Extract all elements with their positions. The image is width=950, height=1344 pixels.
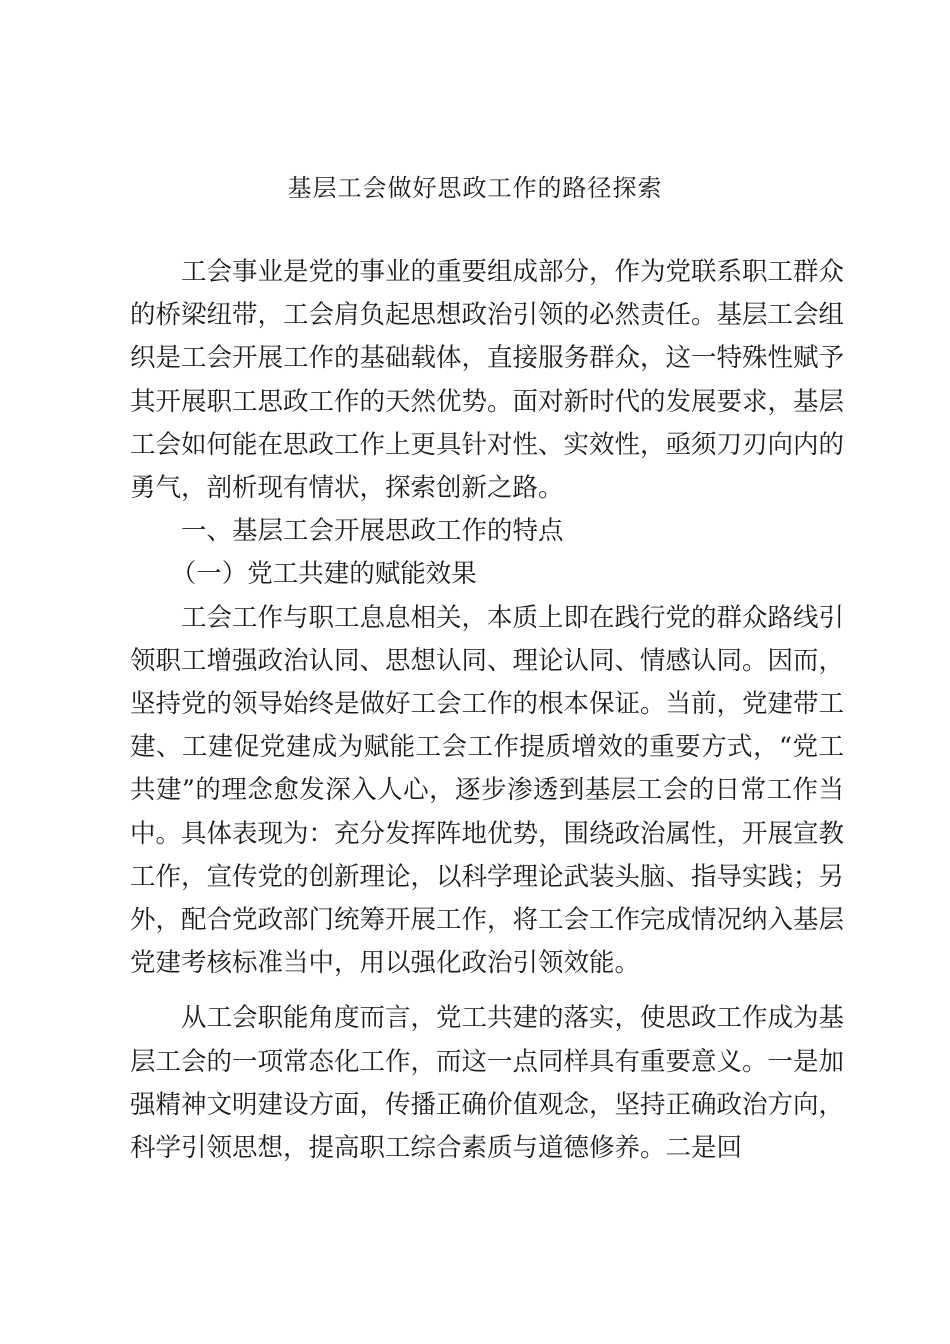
body-paragraph: 从工会职能角度而言，党工共建的落实，使思政工作成为基层工会的一项常态化工作，而这一点同样具有重要意义。一是加强精神文明建设方面，传播正确价值观念，坚持正确政治方向，科学引领思想，提高职工综合素质与道德修养。二是回 <box>130 1003 845 1164</box>
document-body <box>130 251 844 1170</box>
section-heading: 一、基层工会开展思政工作的特点 <box>181 516 564 547</box>
document-title: 基层工会做好思政工作的路径探索 <box>287 174 663 202</box>
intro-paragraph: 工会事业是党的事业的重要组成部分，作为党联系职工群众的桥梁纽带，工会肩负起思想政治引领的必然责任。基层工会组织是工会开展工作的基础载体，直接服务群众，这一特殊性赋予其开展职工思政工作的天然优势。面对新时代的发展要求，基层工会如何能在思政工作上更具针对性、实效性，亟须刀刃向内的勇气，剖析现有情状，探索创新之路。 <box>130 257 845 504</box>
subsection-heading: （一）党工共建的赋能效果 <box>170 559 477 590</box>
body-paragraph: 工会工作与职工息息相关，本质上即在践行党的群众路线引领职工增强政治认同、思想认同、理论认同、情感认同。因而，坚持党的领导始终是做好工会工作的根本保证。当前，党建带工建、工建促党建成为赋能工会工作提质增效的重要方式，“党工共建”的理念愈发深入人心，逐步渗透到基层工会的日常工作当中。具体表现为：充分发挥阵地优势，围绕政治属性，开展宣教工作，宣传党的创新理论，以科学理论武装头脑、指导实践；另外，配合党政部门统筹开展工作，将工会工作完成情况纳入基层党建考核标准当中，用以强化政治引领效能。 <box>130 602 845 979</box>
